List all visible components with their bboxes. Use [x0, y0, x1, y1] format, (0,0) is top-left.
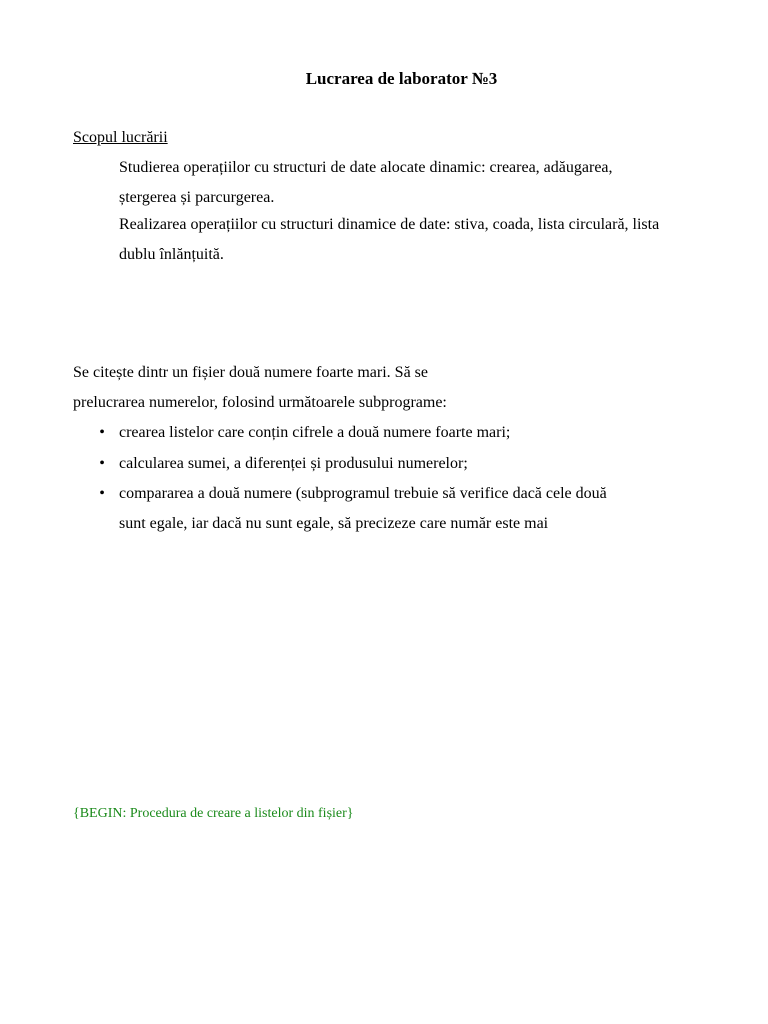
section-heading: Scopul lucrării: [73, 129, 168, 146]
document-title: Lucrarea de laborator №3: [305, 69, 498, 88]
code-comment: {BEGIN: Procedura de creare a listelor din fișier}: [73, 806, 354, 821]
objective-line: Realizarea operațiilor cu structuri dinamice de date: stiva, coada, lista circulară, lista: [119, 216, 660, 233]
list-item-text: compararea a două numere (subprogramul trebuie să verifice dacă cele două: [119, 485, 607, 502]
list-item-text: calcularea sumei, a diferenței și produsului numerelor;: [119, 455, 468, 472]
objective-line: dublu înlănțuită.: [119, 246, 224, 263]
task-line: prelucrarea numerelor, folosind următoarele subprograme:: [73, 394, 447, 411]
list-item-text: crearea listelor care conțin cifrele a două numere foarte mari;: [119, 424, 511, 441]
bullet-icon: •: [99, 455, 105, 472]
bullet-icon: •: [99, 424, 105, 441]
objective-line: ștergerea și parcurgerea.: [119, 189, 275, 206]
objective-paragraph: [119, 210, 659, 270]
objective-line: Studierea operațiilor cu structuri de date alocate dinamic: crearea, adăugarea,: [119, 159, 613, 176]
list-item-continuation: sunt egale, iar dacă nu sunt egale, să precizeze care număr este mai: [119, 515, 549, 532]
objective-paragraph: [119, 153, 613, 213]
task-line: Se citește dintr un fișier două numere foarte mari. Să se: [73, 364, 428, 381]
bullet-icon: •: [99, 485, 105, 502]
